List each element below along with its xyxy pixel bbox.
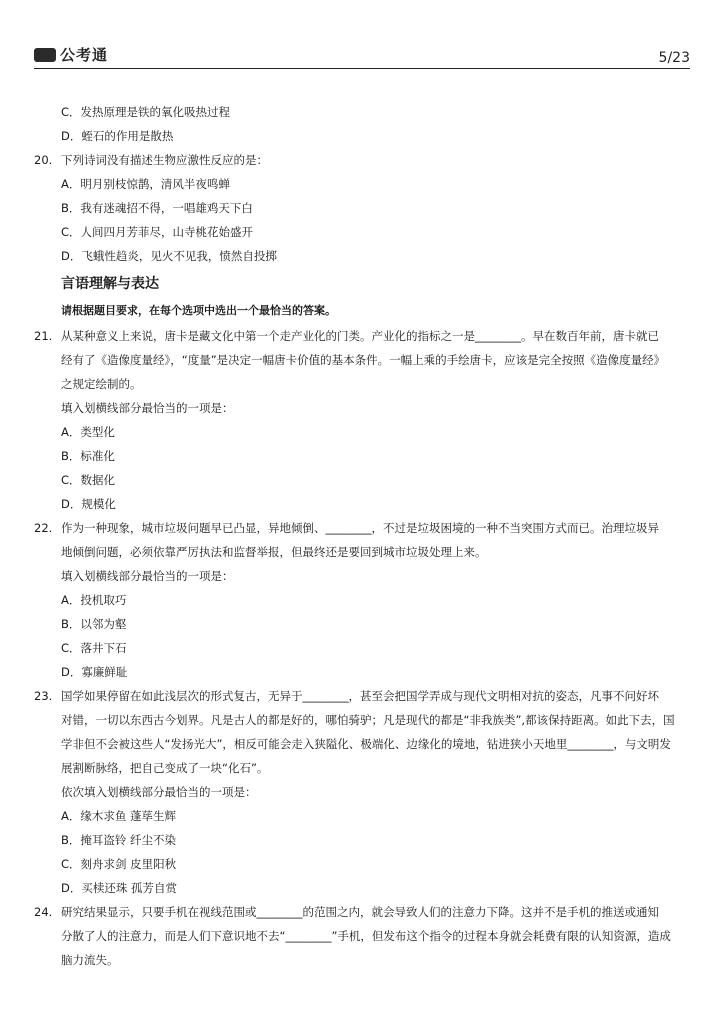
question-text: 下列诗词没有描述生物应激性反应的是： <box>61 153 268 167</box>
q21-option-d: D．规模化 <box>61 497 116 511</box>
q19-option-d: D．蛭石的作用是散热 <box>61 129 174 143</box>
question-number: 22. <box>34 521 53 535</box>
question-23 <box>34 684 690 780</box>
q22-option-a: A．投机取巧 <box>61 593 127 607</box>
q23-option-a: A．缘木求鱼 蓬荜生辉 <box>61 809 177 823</box>
text-line: 展割断脉络，把自己变成了一块“化石”。 <box>61 761 269 775</box>
q22-option-b: B．以邻为壑 <box>61 617 127 631</box>
q21-instruction: 填入划横线部分最恰当的一项是： <box>61 401 234 415</box>
text-line: 从某种意义上来说，唐卡是藏文化中第一个走产业化的门类。产业化的指标之一是________。早在数百年前，唐卡就已 <box>61 329 659 343</box>
text-line: 对错，一切以东西古今划界。凡是古人的都是好的，哪怕骑驴；凡是现代的都是“非我族类”,都该保持距离。如此下去，国 <box>61 713 675 727</box>
question-text <box>61 684 675 780</box>
q21-option-b: B．标准化 <box>61 449 115 463</box>
logo-text: 公考通 <box>60 46 109 64</box>
question-number: 24. <box>34 905 53 919</box>
text-line: 地倾倒问题，必须依靠严厉执法和监督举报，但最终还是要回到城市垃圾处理上来。 <box>61 545 487 559</box>
section-direction: 请根据题目要求，在每个选项中选出一个最恰当的答案。 <box>61 304 336 317</box>
q23-option-d: D．买椟还珠 孤芳自赏 <box>61 881 178 895</box>
q20-option-d: D．飞蛾性趋炎，见火不见我，愤然自投掷 <box>61 249 277 263</box>
question-number: 21. <box>34 329 53 343</box>
question-20 <box>34 148 690 172</box>
q21-option-c: C．数据化 <box>61 473 116 487</box>
q20-option-b: B．我有迷魂招不得，一唱雄鸡天下白 <box>61 201 253 215</box>
q23-option-b: B．掩耳盗铃 纤尘不染 <box>61 833 177 847</box>
text-line: 经有了《造像度量经》，“度量”是决定一幅唐卡价值的基本条件。一幅上乘的手绘唐卡，应该是完全按照《造像度量经》 <box>61 353 666 367</box>
page-number: 5/23 <box>658 50 690 66</box>
text-line: 作为一种现象，城市垃圾问题早已凸显，异地倾倒、________，不过是垃圾困境的一种不当突围方式而已。治理垃圾异 <box>61 521 659 535</box>
question-24 <box>34 900 690 972</box>
text-line: 研究结果显示，只要手机在视线范围或________的范围之内，就会导致人们的注意力下降。这并不是手机的推送或通知 <box>61 905 659 919</box>
question-text <box>61 900 671 972</box>
question-text <box>61 324 665 396</box>
logo-mark-icon <box>34 48 56 62</box>
text-line: 分散了人的注意力，而是人们下意识地不去“________”手机，但发布这个指令的过程本身就会耗费有限的认知资源，造成 <box>61 929 671 943</box>
text-line: 国学如果停留在如此浅层次的形式复古，无异于________，甚至会把国学弄成与现代文明相对抗的姿态，凡事不问好坏 <box>61 689 659 703</box>
q22-option-d: D．寡廉鲜耻 <box>61 665 128 679</box>
q20-option-c: C．人间四月芳菲尽，山寺桃花始盛开 <box>61 225 254 239</box>
q23-instruction: 依次填入划横线部分最恰当的一项是： <box>61 785 257 799</box>
text-line: 学非但不会被这些人“发扬光大”，相反可能会走入狭隘化、极端化、边缘化的境地，钻进狭小天地里________，与文明发 <box>61 737 671 751</box>
q22-option-c: C．落井下石 <box>61 641 127 655</box>
q23-option-c: C．刻舟求剑 皮里阳秋 <box>61 857 177 871</box>
page-header <box>34 42 690 69</box>
question-21 <box>34 324 690 396</box>
text-line: 脑力流失。 <box>61 953 119 967</box>
q22-instruction: 填入划横线部分最恰当的一项是： <box>61 569 234 583</box>
question-number: 23. <box>34 689 53 703</box>
document-body <box>34 100 690 972</box>
question-number: 20. <box>34 153 53 167</box>
q20-option-a: A．明月别枝惊鹊，清风半夜鸣蝉 <box>61 177 230 191</box>
question-22 <box>34 516 690 564</box>
text-line: 之规定绘制的。 <box>61 377 142 391</box>
logo <box>34 44 108 65</box>
question-text <box>61 516 659 564</box>
q19-option-c: C．发热原理是铁的氧化吸热过程 <box>61 105 231 119</box>
q21-option-a: A．类型化 <box>61 425 115 439</box>
section-title: 言语理解与表达 <box>61 276 159 292</box>
